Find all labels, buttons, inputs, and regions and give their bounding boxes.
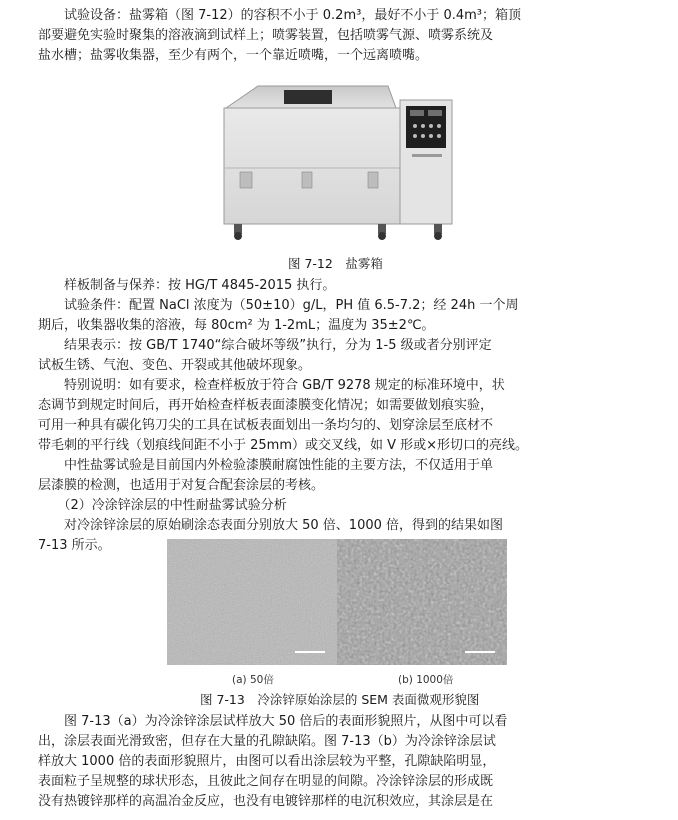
text-line: 出，涂层表面光滑致密，但存在大量的孔隙缺陷。图 7-13（b）为冷涂锌涂层试 [38, 734, 496, 749]
text-line: 没有热镀锌那样的高温冶金反应，也没有电镀锌那样的电沉积效应，其涂层是在 [38, 794, 494, 809]
text-line: 样放大 1000 倍的表面形貌照片，由图可以看出涂层较为平整，孔隙缺陷明显， [38, 754, 496, 769]
text-line: 盐水槽；盐雾收集器，至少有两个，一个靠近喷嘴，一个远离喷嘴。 [38, 48, 429, 63]
text-line: 试验设备：盐雾箱（图 7-12）的容积不小于 0.2m³，最好不小于 0.4m³；箱顶 [38, 8, 521, 23]
text-line: 中性盐雾试验是目前国内外检验漆膜耐腐蚀性能的主要方法，不仅适用于单 [38, 458, 494, 473]
text-line: 期后，收集器收集的溶液，每 80cm² 为 1-2mL；温度为 35±2℃。 [38, 318, 435, 333]
text-line: 试板生锈、气泡、变色、开裂或其他破坏现象。 [38, 358, 312, 373]
text-line: 可用一种具有碳化钨刀尖的工具在试板表面划出一条均匀的、划穿涂层至底材不 [38, 418, 494, 433]
text-line: 结果表示：按 GB/T 1740“综合破坏等级”执行，分为 1-5 级或者分别评定 [38, 338, 492, 353]
text-line: 试验条件：配置 NaCl 浓度为（50±10）g/L，PH 值 6.5-7.2；经 24h 一个周 [38, 298, 519, 313]
section-heading: （2）冷涂锌涂层的中性耐盐雾试验分析 [38, 498, 287, 513]
text-line: 样板制备与保养：按 HG/T 4845-2015 执行。 [38, 278, 336, 293]
sem-image-50x [167, 539, 337, 665]
text-line: 图 7-13（a）为冷涂锌涂层试样放大 50 倍后的表面形貌照片，从图中可以看 [38, 714, 508, 729]
subfigure-label-a: (a) 50倍 [232, 674, 274, 686]
text-line: 特别说明：如有要求，检查样板放于符合 GB/T 9278 规定的标准环境中，状 [38, 378, 505, 393]
text-line: 层漆膜的检测，也适用于对复合配套涂层的考核。 [38, 478, 325, 493]
text-line: 对冷涂锌涂层的原始刷涂态表面分别放大 50 倍、1000 倍，得到的结果如图 [38, 518, 504, 533]
figure-caption: 图 7-13 冷涂锌原始涂层的 SEM 表面微观形貌图 [200, 692, 480, 707]
sem-image-1000x [337, 539, 507, 665]
text-line: 态调节到规定时间后，再开始检查样板表面漆膜变化情况；如需要做划痕实验， [38, 398, 494, 413]
text-line: 表面粒子呈规整的球状形态，且彼此之间存在明显的间隙。冷涂锌涂层的形成既 [38, 774, 494, 789]
salt-spray-chamber-image [218, 74, 458, 242]
text-line: 部要避免实验时聚集的溶液滴到试样上；喷雾装置，包括喷雾气源、喷雾系统及 [38, 28, 494, 43]
text-line: 带毛刺的平行线（划痕线间距不小于 25mm）或交叉线，如 V 形或×形切口的亮线。 [38, 438, 529, 453]
text-line: 7-13 所示。 [38, 538, 111, 553]
subfigure-label-b: (b) 1000倍 [398, 674, 454, 686]
figure-caption: 图 7-12 盐雾箱 [288, 256, 383, 271]
